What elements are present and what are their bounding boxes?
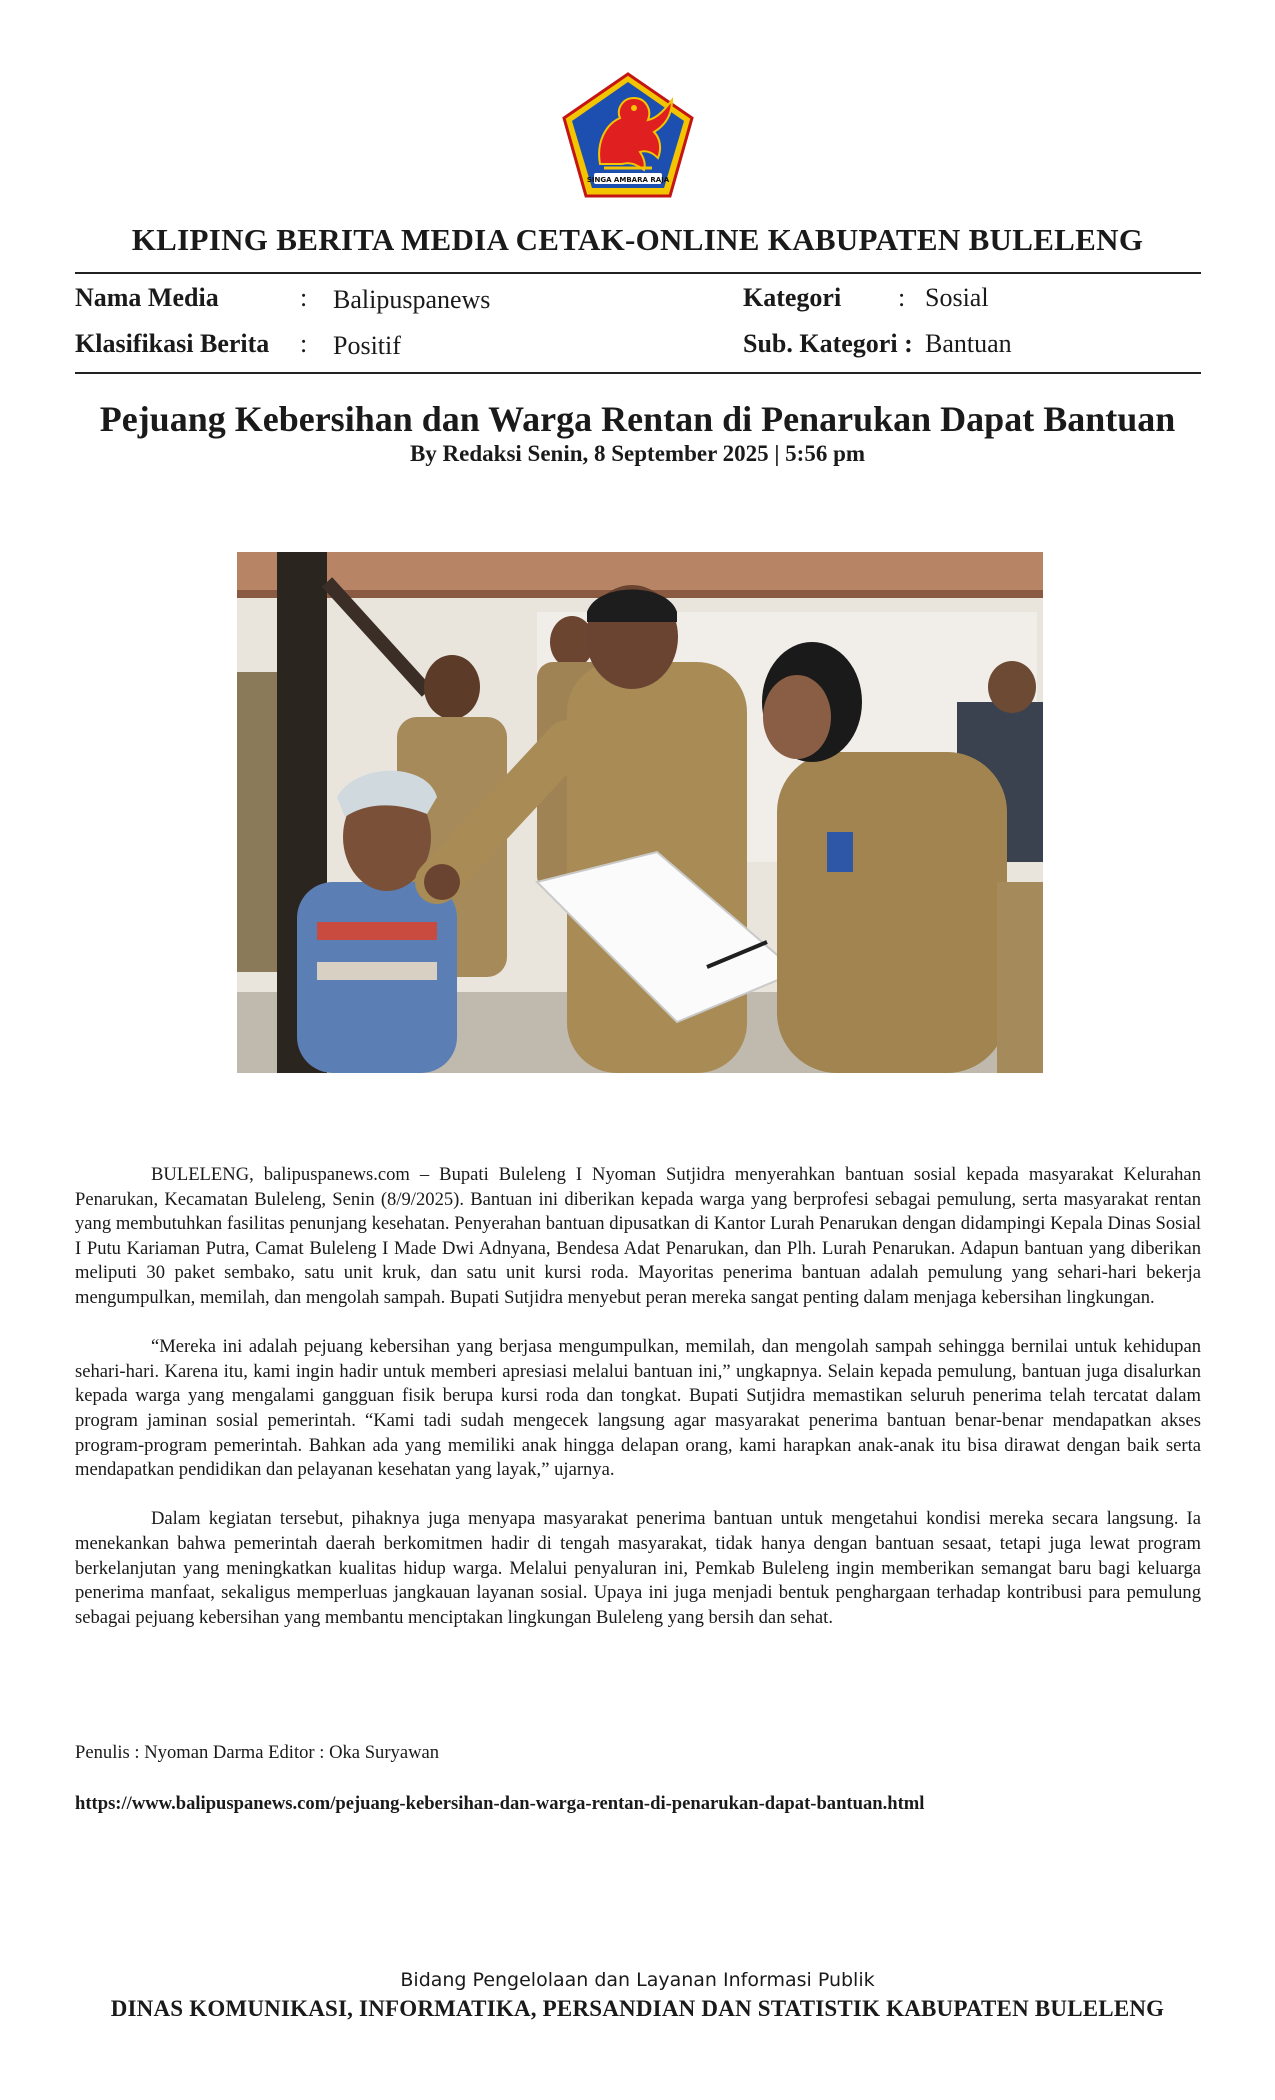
article-byline: By Redaksi Senin, 8 September 2025 | 5:56 pm <box>409 441 866 466</box>
document-title: KLIPING BERITA MEDIA CETAK-ONLINE KABUPATEN BULELENG <box>131 222 1144 257</box>
source-url-link[interactable]: https://www.balipuspanews.com/pejuang-kebersihan-dan-warga-rentan-di-penarukan-dapat-bantuan.html <box>75 1793 925 1814</box>
subkategori-label: Sub. Kategori : <box>743 329 913 358</box>
header-rule-top <box>75 272 1201 274</box>
klasifikasi-separator: : <box>300 329 308 358</box>
article-paragraph: Dalam kegiatan tersebut, pihaknya juga menyapa masyarakat penerima bantuan untuk mengetahui kondisi mereka secara langsung. Ia menekankan bahwa pemerintah daerah berkomitmen hadir di tengah masyarakat, tidak hanya dengan bantuan sesaat, tetapi juga lewat program berkelanjutan yang meningkatkan kualitas hidup warga. Melalui penyaluran ini, Pemkab Buleleng ingin memberikan semangat baru bagi keluarga penerima manfaat, sekaligus memperluas jangkauan layanan sosial. Upaya ini juga menjadi bentuk penghargaan terhadap kontribusi para pemulung sebagai pejuang kebersihan yang membantu menciptakan lingkungan Buleleng yang bersih dan sehat. <box>75 1508 1201 1628</box>
kategori-value: Sosial <box>925 283 989 312</box>
article-photo <box>237 552 1043 1073</box>
article-body <box>75 1163 1201 1655</box>
klasifikasi-value: Positif <box>333 331 401 360</box>
logo-motto: SINGA AMBARA RAJA <box>586 176 670 184</box>
article-headline: Pejuang Kebersihan dan Warga Rentan di Penarukan Dapat Bantuan <box>99 399 1176 439</box>
klasifikasi-label: Klasifikasi Berita <box>75 329 270 358</box>
article-credits: Penulis : Nyoman Darma Editor : Oka Suryawan <box>75 1742 440 1763</box>
subkategori-value: Bantuan <box>925 329 1012 358</box>
footer-department: DINAS KOMUNIKASI, INFORMATIKA, PERSANDIAN DAN STATISTIK KABUPATEN BULELENG <box>110 1996 1165 2021</box>
nama-media-value: Balipuspanews <box>333 285 491 314</box>
nama-media-separator: : <box>300 283 308 312</box>
regency-emblem-icon <box>560 72 696 200</box>
article-paragraph: “Mereka ini adalah pejuang kebersihan yang berjasa mengumpulkan, memilah, dan mengolah sampah sehingga bernilai untuk kehidupan sehari-hari. Karena itu, kami ingin hadir untuk memberi apresiasi melalui bantuan ini,” ungkapnya. Selain kepada pemulung, bantuan juga disalurkan kepada warga yang mengalami gangguan fisik berupa kursi roda dan tongkat. Bupati Sutjidra memastikan seluruh penerima telah tercatat dalam program jaminan sosial pemerintah. “Kami tadi sudah mengecek langsung agar masyarakat penerima bantuan benar-benar mendapatkan akses program-program pemerintah. Bahkan ada yang memiliki anak hingga delapan orang, kami harapkan anak-anak itu bisa dirawat dengan baik serta mendapatkan pendidikan dan pelayanan kesehatan yang layak,” ujarnya. <box>75 1336 1201 1481</box>
kategori-separator: : <box>898 283 906 312</box>
nama-media-label: Nama Media <box>75 283 219 312</box>
header-rule-bottom <box>75 372 1201 374</box>
footer-division: Bidang Pengelolaan dan Layanan Informasi Publik <box>400 1969 875 1991</box>
article-paragraph: BULELENG, balipuspanews.com – Bupati Buleleng I Nyoman Sutjidra menyerahkan bantuan sosial kepada masyarakat Kelurahan Penarukan, Kecamatan Buleleng, Senin (8/9/2025). Bantuan ini diberikan kepada warga yang berprofesi sebagai pemulung, serta masyarakat rentan yang membutuhkan fasilitas penunjang kesehatan. Penyerahan bantuan dipusatkan di Kantor Lurah Penarukan dengan didampingi Kepala Dinas Sosial I Putu Kariaman Putra, Camat Buleleng I Made Dwi Adnyana, Bendesa Adat Penarukan, dan Plh. Lurah Penarukan. Adapun bantuan yang diberikan meliputi 30 paket sembako, satu unit kruk, dan satu unit kursi roda. Mayoritas penerima bantuan adalah pemulung yang sehari-hari bekerja mengumpulkan, memilah, dan mengolah sampah. Bupati Sutjidra menyebut peran mereka sangat penting dalam menjaga kebersihan lingkungan. <box>75 1164 1201 1308</box>
kategori-label: Kategori <box>743 283 842 312</box>
